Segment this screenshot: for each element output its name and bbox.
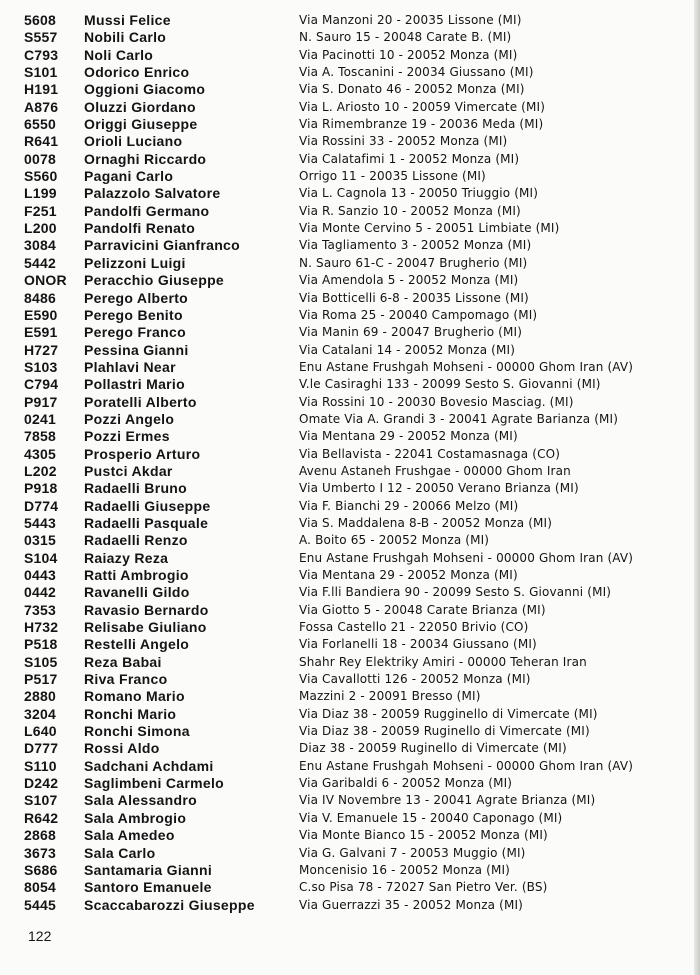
- member-address: Via Rossini 33 - 20052 Monza (MI): [299, 134, 508, 149]
- directory-entry: [0, 862, 700, 879]
- member-name: Radaelli Pasquale: [84, 514, 209, 531]
- member-code: S103: [24, 358, 58, 375]
- member-name: Santamaria Gianni: [84, 861, 213, 878]
- member-address: Moncenisio 16 - 20052 Monza (MI): [299, 862, 511, 877]
- directory-entry: [0, 532, 700, 549]
- member-name: Pessina Gianni: [84, 341, 189, 358]
- member-name: Pandolfi Germano: [84, 202, 210, 219]
- member-name: Nobili Carlo: [84, 29, 167, 46]
- member-code: 4305: [24, 445, 56, 462]
- member-code: L200: [24, 220, 57, 237]
- member-code: S105: [24, 653, 58, 670]
- member-name: Parravicini Gianfranco: [84, 237, 240, 254]
- member-address: Omate Via A. Grandi 3 - 20041 Agrate Barianza (MI): [299, 411, 619, 426]
- member-name: Restelli Angelo: [84, 636, 190, 653]
- member-address: V.le Casiraghi 133 - 20099 Sesto S. Giovanni (MI): [299, 377, 601, 392]
- member-code: S107: [24, 792, 58, 809]
- member-name: Pustci Akdar: [84, 462, 173, 479]
- member-name: Romano Mario: [84, 688, 185, 705]
- member-code: 3084: [24, 237, 56, 254]
- directory-entry: [0, 584, 700, 601]
- directory-entry: [0, 775, 700, 792]
- member-address: Via R. Sanzio 10 - 20052 Monza (MI): [299, 203, 521, 218]
- member-address: Via Botticelli 6-8 - 20035 Lissone (MI): [299, 290, 529, 305]
- member-address: Via L. Ariosto 10 - 20059 Vimercate (MI): [299, 99, 546, 114]
- member-name: Scaccabarozzi Giuseppe: [84, 896, 255, 913]
- member-address: Via Giotto 5 - 20048 Carate Brianza (MI): [299, 602, 546, 617]
- directory-entry: [0, 498, 700, 515]
- member-address: Enu Astane Frushgah Mohseni - 00000 Ghom Iran (AV): [299, 758, 634, 773]
- directory-entry: [0, 740, 700, 757]
- member-name: Peracchio Giuseppe: [84, 272, 225, 289]
- directory-entry: [0, 237, 700, 254]
- directory-entry: [0, 706, 700, 723]
- directory-entry: [0, 636, 700, 653]
- member-code: P517: [24, 671, 58, 688]
- member-address: Via Guerrazzi 35 - 20052 Monza (MI): [299, 897, 523, 912]
- member-address: Via IV Novembre 13 - 20041 Agrate Brianza (MI): [299, 793, 596, 808]
- member-name: Ravasio Bernardo: [84, 601, 209, 618]
- member-name: Ravanelli Gildo: [84, 584, 190, 601]
- member-code: A876: [24, 98, 59, 115]
- member-code: E590: [24, 306, 58, 323]
- member-name: Ronchi Mario: [84, 705, 177, 722]
- member-code: 5443: [24, 514, 56, 531]
- member-name: Noli Carlo: [84, 46, 154, 63]
- directory-entry: [0, 81, 700, 98]
- member-address: N. Sauro 61-C - 20047 Brugherio (MI): [299, 255, 528, 270]
- member-code: L202: [24, 462, 57, 479]
- member-address: Via S. Maddalena 8-B - 20052 Monza (MI): [299, 515, 553, 530]
- directory-entry: [0, 897, 700, 914]
- member-name: Sadchani Achdami: [84, 757, 214, 774]
- member-address: Avenu Astaneh Frushgae - 00000 Ghom Iran: [299, 463, 571, 478]
- member-code: P918: [24, 480, 58, 497]
- member-code: L640: [24, 723, 57, 740]
- member-name: Orioli Luciano: [84, 133, 183, 150]
- directory-entry: [0, 411, 700, 428]
- member-name: Poratelli Alberto: [84, 393, 197, 410]
- member-address: Via V. Emanuele 15 - 20040 Caponago (MI): [299, 810, 563, 825]
- directory-entry: [0, 342, 700, 359]
- directory-entry: [0, 116, 700, 133]
- member-address: Via A. Toscanini - 20034 Giussano (MI): [299, 65, 534, 80]
- member-name: Pelizzoni Luigi: [84, 254, 186, 271]
- member-name: Origgi Giuseppe: [84, 116, 198, 133]
- member-address: Via S. Donato 46 - 20052 Monza (MI): [299, 82, 525, 97]
- member-code: 2868: [24, 827, 56, 844]
- member-code: F251: [24, 202, 57, 219]
- member-address: C.so Pisa 78 - 72027 San Pietro Ver. (BS): [299, 880, 548, 895]
- directory-entry: [0, 151, 700, 168]
- member-name: Perego Franco: [84, 324, 186, 341]
- member-name: Raiazy Reza: [84, 549, 169, 566]
- member-address: Enu Astane Frushgah Mohseni - 00000 Ghom Iran (AV): [299, 550, 634, 565]
- member-code: D777: [24, 740, 59, 757]
- member-address: Via Rossini 10 - 20030 Bovesio Masciag. (MI): [299, 394, 574, 409]
- directory-entry: [0, 827, 700, 844]
- member-name: Saglimbeni Carmelo: [84, 775, 224, 792]
- member-name: Odorico Enrico: [84, 64, 190, 81]
- member-address: Via Tagliamento 3 - 20052 Monza (MI): [299, 238, 532, 253]
- member-code: H727: [24, 341, 59, 358]
- directory-entry: [0, 654, 700, 671]
- member-code: H191: [24, 81, 59, 98]
- member-code: P518: [24, 636, 58, 653]
- member-address: Via Bellavista - 22041 Costamasnaga (CO): [299, 446, 561, 461]
- directory-entry: [0, 324, 700, 341]
- member-address: Via Umberto I 12 - 20050 Verano Brianza (MI): [299, 481, 579, 496]
- member-address: Via Calatafimi 1 - 20052 Monza (MI): [299, 151, 520, 166]
- directory-entry: [0, 47, 700, 64]
- member-code: S560: [24, 168, 58, 185]
- directory-entry: [0, 290, 700, 307]
- member-code: L199: [24, 185, 57, 202]
- member-name: Pozzi Ermes: [84, 428, 170, 445]
- member-directory-list: [0, 12, 700, 914]
- member-name: Pagani Carlo: [84, 168, 174, 185]
- member-name: Oggioni Giacomo: [84, 81, 206, 98]
- member-address: Via Cavallotti 126 - 20052 Monza (MI): [299, 672, 531, 687]
- directory-entry: [0, 810, 700, 827]
- directory-entry: [0, 394, 700, 411]
- member-address: Diaz 38 - 20059 Ruginello di Vimercate (MI): [299, 741, 567, 756]
- member-address: Via Mentana 29 - 20052 Monza (MI): [299, 429, 518, 444]
- member-name: Prosperio Arturo: [84, 445, 201, 462]
- member-code: 0241: [24, 410, 56, 427]
- directory-entry: [0, 272, 700, 289]
- member-code: 0315: [24, 532, 56, 549]
- member-name: Sala Alessandro: [84, 792, 197, 809]
- directory-entry: [0, 255, 700, 272]
- member-code: 8486: [24, 289, 56, 306]
- member-name: Oluzzi Giordano: [84, 98, 196, 115]
- directory-entry: [0, 376, 700, 393]
- member-code: R641: [24, 133, 59, 150]
- member-code: S104: [24, 549, 58, 566]
- member-code: 5445: [24, 896, 56, 913]
- member-code: 8054: [24, 879, 56, 896]
- directory-entry: [0, 879, 700, 896]
- directory-entry: [0, 99, 700, 116]
- member-code: 5442: [24, 254, 56, 271]
- member-code: 0078: [24, 150, 56, 167]
- member-name: Sala Ambrogio: [84, 809, 187, 826]
- directory-entry: [0, 168, 700, 185]
- page-number: 122: [28, 928, 52, 944]
- member-address: Via Rimembranze 19 - 20036 Meda (MI): [299, 117, 544, 132]
- member-name: Radaelli Renzo: [84, 532, 188, 549]
- directory-entry: [0, 671, 700, 688]
- directory-entry: [0, 428, 700, 445]
- member-code: 2880: [24, 688, 56, 705]
- member-code: E591: [24, 324, 58, 341]
- member-name: Radaelli Bruno: [84, 480, 187, 497]
- member-code: 3204: [24, 705, 56, 722]
- member-code: P917: [24, 393, 58, 410]
- directory-entry: [0, 359, 700, 376]
- member-name: Ratti Ambrogio: [84, 567, 189, 583]
- directory-entry: [0, 446, 700, 463]
- member-code: R642: [24, 809, 59, 826]
- member-code: 7858: [24, 428, 56, 445]
- member-code: 3673: [24, 844, 56, 861]
- member-name: Perego Benito: [84, 306, 183, 323]
- member-name: Reza Babai: [84, 653, 162, 670]
- directory-entry: [0, 12, 700, 29]
- member-address: Via F.lli Bandiera 90 - 20099 Sesto S. Giovanni (MI): [299, 585, 612, 600]
- member-code: 5608: [24, 12, 56, 28]
- member-address: Fossa Castello 21 - 22050 Brivio (CO): [299, 620, 529, 635]
- member-address: N. Sauro 15 - 20048 Carate B. (MI): [299, 30, 512, 45]
- directory-entry: [0, 845, 700, 862]
- member-code: D242: [24, 775, 59, 792]
- member-code: S101: [24, 64, 58, 81]
- member-address: Via Roma 25 - 20040 Campomago (MI): [299, 307, 538, 322]
- member-address: Mazzini 2 - 20091 Bresso (MI): [299, 689, 481, 704]
- member-name: Palazzolo Salvatore: [84, 185, 221, 202]
- member-address: Via G. Galvani 7 - 20053 Muggio (MI): [299, 845, 526, 860]
- member-code: C794: [24, 376, 59, 393]
- member-code: C793: [24, 46, 59, 63]
- member-address: Via Manzoni 20 - 20035 Lissone (MI): [299, 13, 522, 27]
- member-name: Pollastri Mario: [84, 376, 185, 393]
- directory-entry: [0, 29, 700, 46]
- directory-entry: [0, 792, 700, 809]
- member-address: Orrigo 11 - 20035 Lissone (MI): [299, 169, 486, 184]
- member-code: S557: [24, 29, 58, 46]
- member-code: D774: [24, 497, 59, 514]
- member-code: 0442: [24, 584, 56, 601]
- member-name: Rossi Aldo: [84, 740, 160, 757]
- member-code: 6550: [24, 116, 56, 133]
- member-address: Enu Astane Frushgah Mohseni - 00000 Ghom Iran (AV): [299, 359, 634, 374]
- member-name: Santoro Emanuele: [84, 879, 212, 896]
- member-address: Via Diaz 38 - 20059 Ruginello di Vimercate (MI): [299, 724, 590, 739]
- member-address: Shahr Rey Elektriky Amiri - 00000 Teheran Iran: [299, 654, 587, 669]
- member-name: Sala Carlo: [84, 844, 156, 861]
- member-code: ONOR: [24, 272, 67, 289]
- member-name: Pozzi Angelo: [84, 410, 175, 427]
- directory-entry: [0, 602, 700, 619]
- member-code: 7353: [24, 601, 56, 618]
- member-code: H732: [24, 619, 59, 636]
- member-name: Mussi Felice: [84, 12, 171, 28]
- member-address: Via Forlanelli 18 - 20034 Giussano (MI): [299, 637, 537, 652]
- member-address: Via L. Cagnola 13 - 20050 Triuggio (MI): [299, 186, 539, 201]
- member-address: Via Monte Cervino 5 - 20051 Limbiate (MI): [299, 221, 560, 236]
- directory-entry: [0, 203, 700, 220]
- member-address: A. Boito 65 - 20052 Monza (MI): [299, 533, 490, 548]
- member-name: Perego Alberto: [84, 289, 189, 306]
- member-name: Plahlavi Near: [84, 358, 176, 375]
- directory-entry: [0, 220, 700, 237]
- member-name: Ronchi Simona: [84, 723, 190, 740]
- member-address: Via Monte Bianco 15 - 20052 Monza (MI): [299, 828, 548, 843]
- directory-entry: [0, 619, 700, 636]
- directory-entry: [0, 185, 700, 202]
- directory-entry: [0, 688, 700, 705]
- member-address: Via Garibaldi 6 - 20052 Monza (MI): [299, 776, 513, 791]
- member-address: Via Manin 69 - 20047 Brugherio (MI): [299, 325, 523, 340]
- member-name: Riva Franco: [84, 671, 168, 688]
- directory-entry: [0, 64, 700, 81]
- directory-entry: [0, 758, 700, 775]
- member-name: Ornaghi Riccardo: [84, 150, 207, 167]
- directory-entry: [0, 307, 700, 324]
- member-code: 0443: [24, 567, 56, 583]
- member-address: Via Catalani 14 - 20052 Monza (MI): [299, 342, 516, 357]
- member-address: Via Diaz 38 - 20059 Rugginello di Vimercate (MI): [299, 706, 598, 721]
- directory-entry: [0, 463, 700, 480]
- member-code: S686: [24, 861, 58, 878]
- member-name: Sala Amedeo: [84, 827, 175, 844]
- directory-entry: [0, 515, 700, 532]
- member-address: Via Pacinotti 10 - 20052 Monza (MI): [299, 47, 518, 62]
- member-name: Radaelli Giuseppe: [84, 497, 211, 514]
- member-address: Via Amendola 5 - 20052 Monza (MI): [299, 273, 519, 288]
- member-name: Pandolfi Renato: [84, 220, 196, 237]
- member-name: Relisabe Giuliano: [84, 619, 207, 636]
- directory-entry: [0, 133, 700, 150]
- member-address: Via F. Bianchi 29 - 20066 Melzo (MI): [299, 498, 519, 513]
- member-code: S110: [24, 757, 57, 774]
- directory-entry: [0, 480, 700, 497]
- directory-entry: [0, 567, 700, 584]
- directory-entry: [0, 723, 700, 740]
- directory-entry: [0, 550, 700, 567]
- member-address: Via Mentana 29 - 20052 Monza (MI): [299, 568, 518, 582]
